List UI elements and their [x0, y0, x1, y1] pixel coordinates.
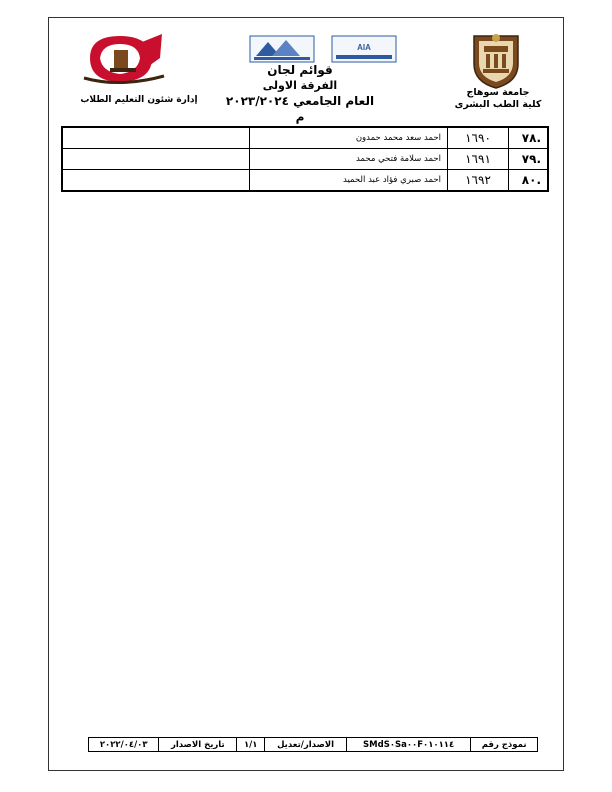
form-number-label: نموذج رقم	[471, 738, 538, 752]
title-committee-lists: قوائم لجان	[267, 63, 333, 77]
form-code: SMdS٠Sa٠٠F٠١٠١١٤	[346, 738, 470, 752]
admin-department: إدارة شئون التعليم الطلاب	[80, 95, 198, 105]
seat-number: ١٦٩١	[448, 149, 509, 170]
notes-cell	[62, 170, 250, 192]
version-value: ١/١	[237, 738, 265, 752]
faculty-name	[440, 87, 556, 111]
committee-table	[61, 126, 549, 192]
table-row	[62, 127, 548, 149]
row-index: .٧٩	[509, 149, 549, 170]
seat-number: ١٦٩٢	[448, 170, 509, 192]
title-year-group: الفرقة الاولى	[262, 79, 338, 92]
university-name: جامعة سوهاج	[466, 87, 530, 98]
svg-text:AIA: AIA	[357, 43, 371, 52]
table-row	[62, 149, 548, 170]
version-label: الاصدار/تعديل	[265, 738, 347, 752]
row-index: .٧٨	[509, 127, 549, 149]
faculty-name-line: كلية الطب البشرى	[454, 99, 542, 110]
page-title	[220, 62, 380, 125]
student-name: احمد سلامة فتحي محمد	[250, 149, 448, 170]
student-affairs-logo	[80, 28, 168, 88]
university-seal-logo	[466, 30, 526, 90]
title-academic-year: العام الجامعي ٢٠٢٣/٢٠٢٤ م	[225, 94, 375, 124]
issue-date-label: تاريخ الاصدار	[159, 738, 237, 752]
row-index: .٨٠	[509, 170, 549, 192]
seat-number: ١٦٩٠	[448, 127, 509, 149]
issue-date-value: ٢٠٢٢/٠٤/٠٣	[89, 738, 159, 752]
student-name: احمد صبري فؤاد عبد الحميد	[250, 170, 448, 192]
notes-cell	[62, 149, 250, 170]
accreditation-badges	[248, 34, 398, 64]
notes-cell	[62, 127, 250, 149]
table-row	[62, 170, 548, 192]
student-name: احمد سعد محمد حمدون	[250, 127, 448, 149]
form-footer	[88, 737, 538, 752]
